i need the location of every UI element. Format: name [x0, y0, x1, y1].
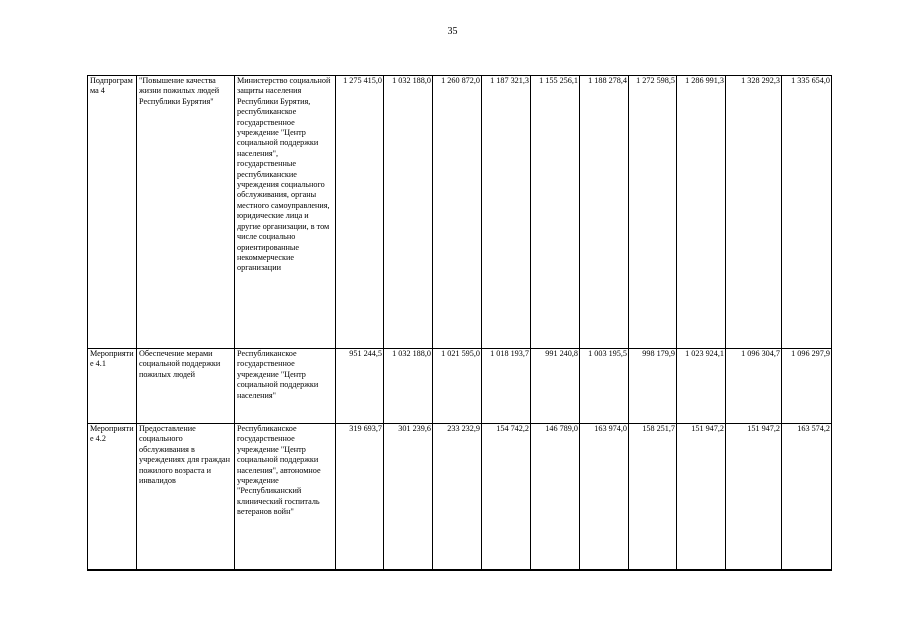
value-cell: 1 032 188,0 — [384, 349, 433, 424]
value-cell: 319 693,7 — [336, 424, 384, 570]
row-name: Предоставление социального обслуживания в учреждениях для граждан пожилого возраста и инвалидов — [137, 424, 235, 570]
value-cell: 1 155 256,1 — [531, 76, 580, 349]
value-cell: 1 018 193,7 — [482, 349, 531, 424]
value-cell: 1 096 297,9 — [782, 349, 832, 424]
value-cell: 1 335 654,0 — [782, 76, 832, 349]
table-row — [88, 349, 832, 424]
value-cell: 158 251,7 — [629, 424, 677, 570]
value-cell: 151 947,2 — [726, 424, 782, 570]
row-code: Мероприятие 4.2 — [88, 424, 137, 570]
value-cell: 1 003 195,5 — [580, 349, 629, 424]
row-executor: Республиканское государственное учреждение "Центр социальной поддержки населения", автономное учреждение "Республиканский клинический госпиталь ветеранов войн" — [235, 424, 336, 570]
budget-table — [87, 75, 832, 571]
value-cell: 233 232,9 — [433, 424, 482, 570]
value-cell: 163 574,2 — [782, 424, 832, 570]
value-cell: 146 789,0 — [531, 424, 580, 570]
value-cell: 1 187 321,3 — [482, 76, 531, 349]
row-name: "Повышение качества жизни пожилых людей Республики Бурятия" — [137, 76, 235, 349]
row-code: Мероприятие 4.1 — [88, 349, 137, 424]
value-cell: 1 275 415,0 — [336, 76, 384, 349]
value-cell: 1 021 595,0 — [433, 349, 482, 424]
row-code: Подпрограмма 4 — [88, 76, 137, 349]
value-cell: 998 179,9 — [629, 349, 677, 424]
value-cell: 1 096 304,7 — [726, 349, 782, 424]
value-cell: 1 272 598,5 — [629, 76, 677, 349]
value-cell: 991 240,8 — [531, 349, 580, 424]
row-executor: Министерство социальной защиты населения Республики Бурятия, республиканское государственное учреждение "Центр социальной поддержки населения", государственные республиканские учреждения социального обслуживания, органы местного самоуправления, юридические лица и другие организации, в том числе социально ориентированные некоммерческие организации — [235, 76, 336, 349]
row-executor: Республиканское государственное учреждение "Центр социальной поддержки населения" — [235, 349, 336, 424]
row-name: Обеспечение мерами социальной поддержки пожилых людей — [137, 349, 235, 424]
value-cell: 1 188 278,4 — [580, 76, 629, 349]
value-cell: 1 328 292,3 — [726, 76, 782, 349]
table-row — [88, 76, 832, 349]
page-number: 35 — [447, 26, 458, 37]
value-cell: 1 260 872,0 — [433, 76, 482, 349]
value-cell: 1 032 188,0 — [384, 76, 433, 349]
value-cell: 1 286 991,3 — [677, 76, 726, 349]
value-cell: 301 239,6 — [384, 424, 433, 570]
value-cell: 1 023 924,1 — [677, 349, 726, 424]
table-row — [88, 424, 832, 570]
value-cell: 163 974,0 — [580, 424, 629, 570]
value-cell: 151 947,2 — [677, 424, 726, 570]
value-cell: 951 244,5 — [336, 349, 384, 424]
value-cell: 154 742,2 — [482, 424, 531, 570]
